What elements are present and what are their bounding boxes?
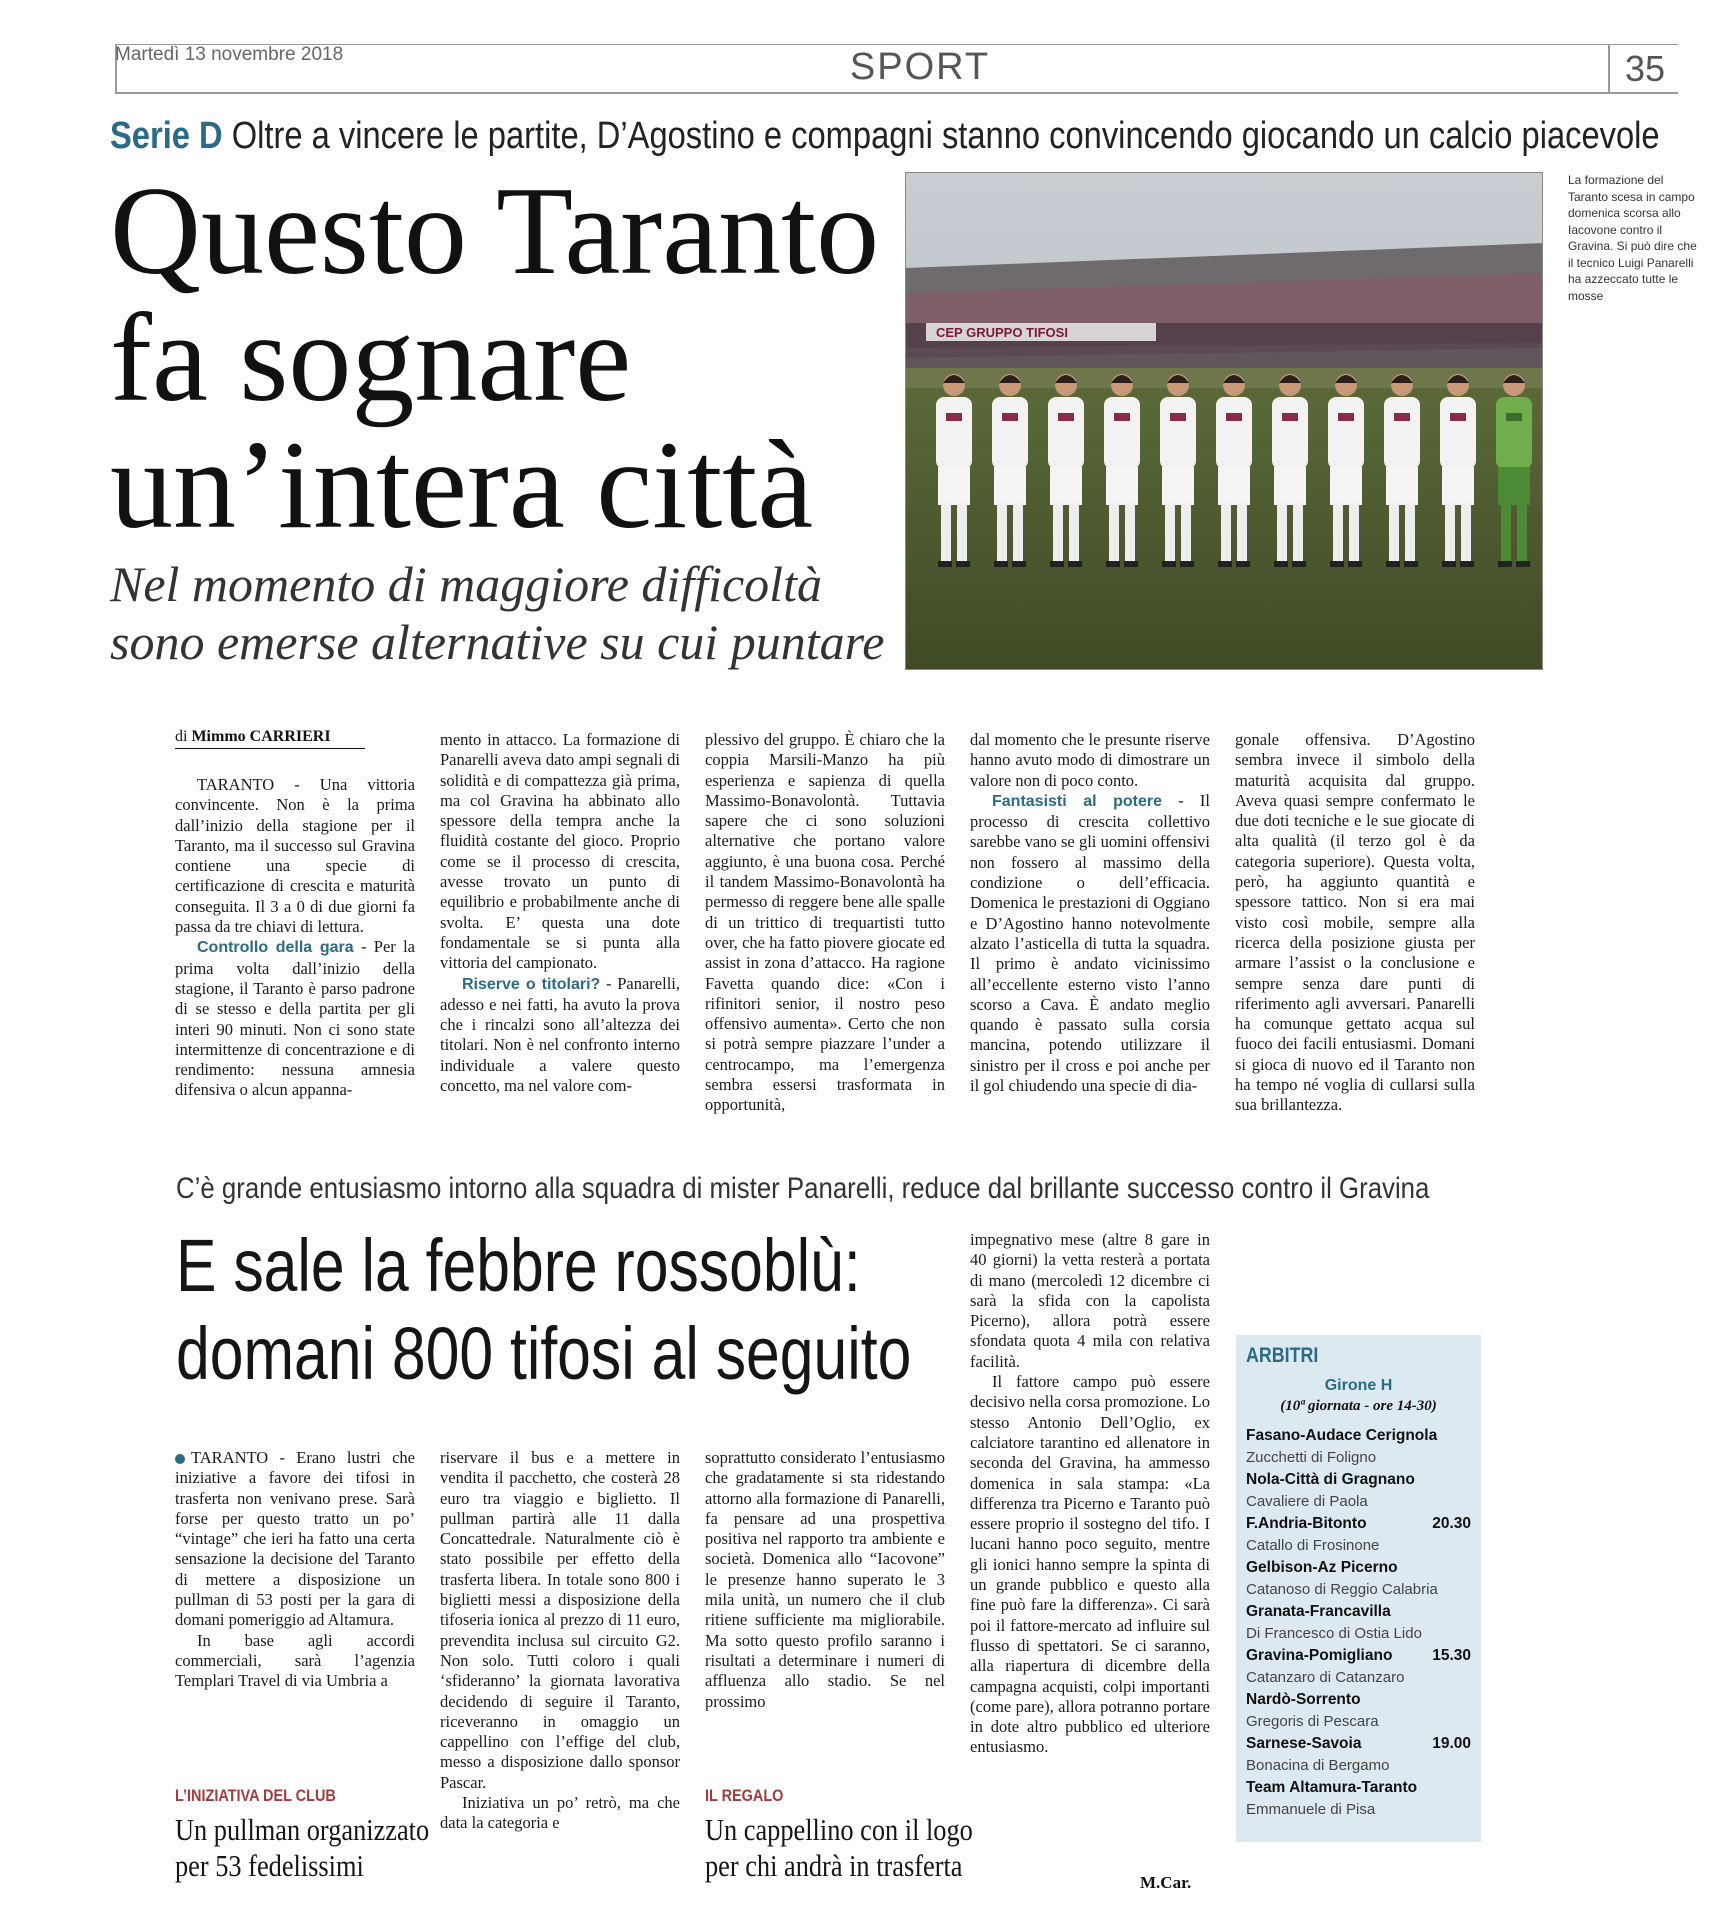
box-iniziativa-label: L’INIZIATIVA DEL CLUB [175, 1786, 336, 1805]
match-row [1246, 1557, 1471, 1579]
deck-line-2: sono emerse alternative su cui puntare [110, 614, 885, 670]
box2-title-line-1: Un cappellino con il logo [705, 1812, 973, 1847]
article2-paragraph-6: impegnativo mese (altre 8 gare in 40 giorni) la vetta resterà a portata di mano (mercoledì 12 dicembre ci sarà la sfida con la capolista Picerno), allora potrà essere sfondata quota 4 mila con relativa facilità. [970, 1230, 1210, 1371]
article2-paragraph-5: soprattutto considerato l’entusiasmo che gradatamente si sta ridestando attorno alla formazione di Panarelli, fa pensare ad una prospettiva positiva nel rapporto tra ambiente e società. Domenica allo “Iacovone” le presenze hanno superato le 3 mila unità, un numero che il club ritiene sufficiente ma migliorabile. Ma sotto questo profilo saranno i risultati a determinare i numeri di affluenza allo stadio. Se nel prossimo [705, 1448, 945, 1711]
article1-column-4 [970, 730, 1210, 1096]
article2-column-3 [705, 1448, 945, 1712]
match-referee: Catanoso di Reggio Calabria [1246, 1581, 1438, 1598]
article1-paragraph-fantasisti: - Il processo di crescita collettivo sarebbe vano se gli uomini offensivi non fossero al massimo della condizione o dell’efficacia. Domenica le prestazioni di Oggiano e D’Agostino hanno notevolmente alzato l’asticella di tutta la squadra. Il primo è andato vicinissimo all’eccellente esterno visto l’anno scorso a Cava. È andato meglio quando è passato sulla corsia mancina, potendo utilizzare il sinistro per il cross e poi anche per il gol chiudendo una specie di dia- [970, 790, 1211, 1096]
box-regalo-label: IL REGALO [705, 1786, 784, 1805]
banner-text: CEP GRUPPO TIFOSI [936, 325, 1068, 340]
match-teams: Nola-Città di Gragnano [1246, 1471, 1415, 1488]
headline2-line-2: domani 800 tifosi al seguito [176, 1312, 912, 1395]
subhead-riserve: Riserve o titolari? [462, 975, 601, 993]
header-top-rule [115, 44, 1678, 45]
page-number: 35 [1624, 48, 1666, 89]
section-name: SPORT [849, 46, 991, 88]
match-teams: Fasano-Audace Cerignola [1246, 1427, 1438, 1444]
match-row [1246, 1777, 1471, 1799]
match-teams: Sarnese-Savoia [1246, 1735, 1362, 1752]
box-regalo [705, 1786, 973, 1884]
kicker-section: Serie D [110, 115, 223, 157]
article2-paragraph-3: riservare il bus e a mettere in vendita il pacchetto, che costerà 28 euro tra viaggio e biglietto. Il pullman partirà alle 11 dalla Concattedrale. Naturalmente ciò è stato possibile per effetto della trasferta libera. In totale sono 800 i biglietti messi a disposizione della tifoseria ionica al prezzo di 11 euro, prevendita inclusa sul circuito G2. Non solo. Tutti coloro i quali ‘sfideranno’ la giornata lavorativa decidendo di seguire il Taranto, riceveranno in omaggio un cappellino con l’effige del club, messo a disposizione dallo sponsor Pascar. [440, 1448, 680, 1792]
match-row [1246, 1645, 1471, 1667]
issue-date: Martedì 13 novembre 2018 [115, 44, 344, 65]
referees-round: (10ª giornata - ore 14-30) [1280, 1398, 1437, 1414]
match-teams: Nardò-Sorrento [1246, 1691, 1361, 1708]
headline-line-1: Questo Taranto [110, 162, 880, 301]
match-referee: Di Francesco di Ostia Lido [1246, 1625, 1422, 1642]
byline-author: Mimmo CARRIERI [191, 728, 331, 745]
article2-headline [176, 1222, 912, 1398]
team-photo-image [906, 173, 1543, 670]
match-referee: Zucchetti di Foligno [1246, 1449, 1377, 1466]
article1-paragraph-col2: mento in attacco. La formazione di Panarelli aveva dato ampi segnali di solidità e di compattezza già prima, ma col Gravina ha abbinato allo spessore della tempra anche la fluidità costante del gioco. Proprio come se il processo di crescita, avesse trovato un punto di equilibrio e probabilmente anche di svolta. E’ questa una dote fondamentale se si punta alla vittoria del campionato. [440, 730, 680, 973]
box-iniziativa-title [175, 1812, 430, 1884]
headline2-line-1: E sale la febbre rossoblù: [176, 1224, 861, 1307]
subhead-fantasisti: Fantasisti al potere [992, 792, 1162, 810]
article1-paragraph-col4: dal momento che le presunte riserve hanno avuto modo di dimostrare un valore non di poco conto. [970, 730, 1210, 790]
match-teams: Granata-Francavilla [1246, 1603, 1391, 1620]
match-time: 19.00 [1432, 1735, 1471, 1752]
article2-column-4 [970, 1230, 1210, 1758]
match-row [1246, 1601, 1471, 1623]
match-referee: Catanzaro di Catanzaro [1246, 1669, 1405, 1686]
match-row [1246, 1425, 1471, 1447]
match-row [1246, 1733, 1471, 1755]
referees-box [1236, 1335, 1481, 1842]
article1-paragraph-riserve: - Panarelli, adesso e nei fatti, ha avuto la prova che i rincalzi sono all’altezza dei titolari. Non è nel confronto interno individuale a valere questo concetto, ma nel valore com- [440, 973, 681, 1096]
match-row [1246, 1513, 1471, 1535]
article2-paragraph-2: In base agli accordi commerciali, sarà l’agenzia Templari Travel di via Umbria a [175, 1630, 415, 1691]
byline-prefix: di [175, 728, 188, 745]
article1-paragraph-col3: plessivo del gruppo. È chiaro che la coppia Marsili-Manzo ha più esperienza e sapienza di quella Massimo-Bonavolontà. Tuttavia sapere che ci sono soluzioni alternative che portano valore aggiunto, è una buona cosa. Perché il tandem Massimo-Bonavolontà ha permesso di reggere bene alle spalle di un trittico di trequartisti tutto over, che ha fatto piovere giocate ed assist in zona d’attacco. Ha ragione Favetta quando dice: «Con i rifinitori senior, il nostro peso offensivo aumenta». Certo che non si potrà sempre piazzare l’under a centrocampo, ma l’emergenza sembra essersi trasformata in opportunità, [705, 730, 945, 1115]
match-teams: Team Altamura-Taranto [1246, 1779, 1418, 1796]
match-teams: Gelbison-Az Picerno [1246, 1559, 1398, 1576]
match-time: 15.30 [1432, 1647, 1471, 1664]
headline-line-2: fa sognare [110, 289, 632, 428]
article2-kicker: C’è grande entusiasmo intorno alla squadra di mister Panarelli, reduce dal brillante successo contro il Gravina [176, 1172, 1430, 1205]
article1-paragraph-intro: TARANTO - Una vittoria convincente. Non è la prima dall’inizio della stagione per il Taranto, ma il successo sul Gravina contiene una specie di certificazione di crescita e maturità conseguita. Il 3 a 0 di due giorni fa passa da tre chiavi di lettura. [175, 775, 415, 937]
match-referee: Gregoris di Pescara [1246, 1713, 1379, 1730]
byline [175, 728, 365, 749]
article1-column-1 [175, 775, 415, 1101]
match-row [1246, 1689, 1471, 1711]
article2-paragraph-1: TARANTO - Erano lustri che iniziative a favore dei tifosi in trasferta non venivano prese. Sarà forse per questo tratto un po’ “vintage” che ieri ha fatto una certa sensazione la decisione del Taranto di mettere a disposizione un pullman di 53 posti per la gara di domani pomeriggio ad Altamura. [175, 1448, 415, 1630]
referees-title: ARBITRI [1246, 1344, 1319, 1367]
box-iniziativa [175, 1786, 430, 1884]
referees-match-list [1246, 1425, 1471, 1821]
deck-line-1: Nel momento di maggiore difficoltà [110, 556, 822, 612]
box1-title-line-2: per 53 fedelissimi [175, 1848, 364, 1883]
bullet-dot-icon [175, 1454, 185, 1464]
match-teams: F.Andria-Bitonto [1246, 1515, 1367, 1532]
photo-caption: La formazione del Taranto scesa in campo domenica scorsa allo Iacovone contro il Gravina. Si può dire che il tecnico Luigi Panarelli ha azzeccato tutte le mosse [1568, 173, 1697, 303]
match-referee: Emmanuele di Pisa [1246, 1801, 1376, 1818]
article2-signature: M.Car. [1140, 1873, 1192, 1892]
box2-title-line-2: per chi andrà in trasferta [705, 1848, 963, 1883]
article2-paragraph-7: Il fattore campo può essere decisivo nella corsa promozione. Lo stesso Antonio Dell’Oglio, ex calciatore tarantino ed allenatore in seconda del Gravina, ha ammesso domenica in sala stampa: «La differenza tra Picerno e Taranto può essere proprio il sostegno del tifo. I lucani hanno poco seguito, mentre gli ionici hanno sempre la spinta di un grande pubblico e questo alla fine può fare la differenza». Ci sarà poi il fattore-mercato ad influire sul flusso di spettatori. Se ci saranno, alla riapertura di dicembre della campagna acquisti, colpi importanti (come pare), allora potranno portare in dote altro pubblico ed ulteriore entusiasmo. [970, 1372, 1210, 1757]
article1-column-5 [1235, 730, 1475, 1116]
article1-column-2 [440, 730, 680, 1096]
article2-column-1 [175, 1448, 415, 1692]
team-photo [905, 172, 1543, 670]
article1-deck [110, 555, 910, 671]
header-rule [115, 92, 1678, 94]
match-referee: Catallo di Frosinone [1246, 1537, 1380, 1554]
article1-headline [110, 162, 890, 555]
article1-paragraph-col5: gonale offensiva. D’Agostino sembra invece il simbolo della maturità acquisita dal gruppo. Aveva quasi sempre confermato le due doti tecniche e le sue giocate di alta qualità (il terzo gol è da categoria superiore). Questa volta, però, ha aggiunto quantità e spessore tattico. Non si era mai visto così mobile, sempre alla ricerca della posizione giusta per armare l’assist o la conclusione e sempre senza dare punti di riferimento agli avversari. Panarelli ha comunque gettato acqua sul fuoco dei facili entusiasmi. Domani si gioca di nuovo ed il Taranto non ha tempo né voglia di cullarsi sulla sua brillantezza. [1235, 730, 1475, 1115]
article2-column-2 [440, 1448, 680, 1834]
box1-title-line-1: Un pullman organizzato [175, 1812, 430, 1847]
header-right-bar [1608, 44, 1610, 92]
article1-paragraph-controllo: - Per la prima volta dall’inizio della stagione, il Taranto è parso padrone di se stesso e della partita per gli interi 90 minuti. Non ci sono state intermittenze di concentrazione e di rendimento: nessuna amnesia difensiva o alcun appanna- [175, 937, 416, 1100]
article2-paragraph-4: Iniziativa un po’ retrò, ma che data la categoria e [440, 1793, 680, 1833]
match-referee: Cavaliere di Paola [1246, 1493, 1368, 1510]
match-teams: Gravina-Pomigliano [1246, 1647, 1393, 1664]
article1-column-3 [705, 730, 945, 1116]
match-row [1246, 1469, 1471, 1491]
headline-line-3: un’intera città [110, 416, 814, 555]
match-referee: Bonacina di Bergamo [1246, 1757, 1390, 1774]
kicker-text: Oltre a vincere le partite, D’Agostino e compagni stanno convincendo giocando un calcio piacevole [231, 115, 1660, 157]
match-time: 20.30 [1432, 1515, 1471, 1532]
referees-girone: Girone H [1324, 1377, 1393, 1394]
subhead-controllo: Controllo della gara [197, 939, 354, 957]
box-regalo-title [705, 1812, 973, 1884]
article1-kicker [110, 112, 1660, 160]
